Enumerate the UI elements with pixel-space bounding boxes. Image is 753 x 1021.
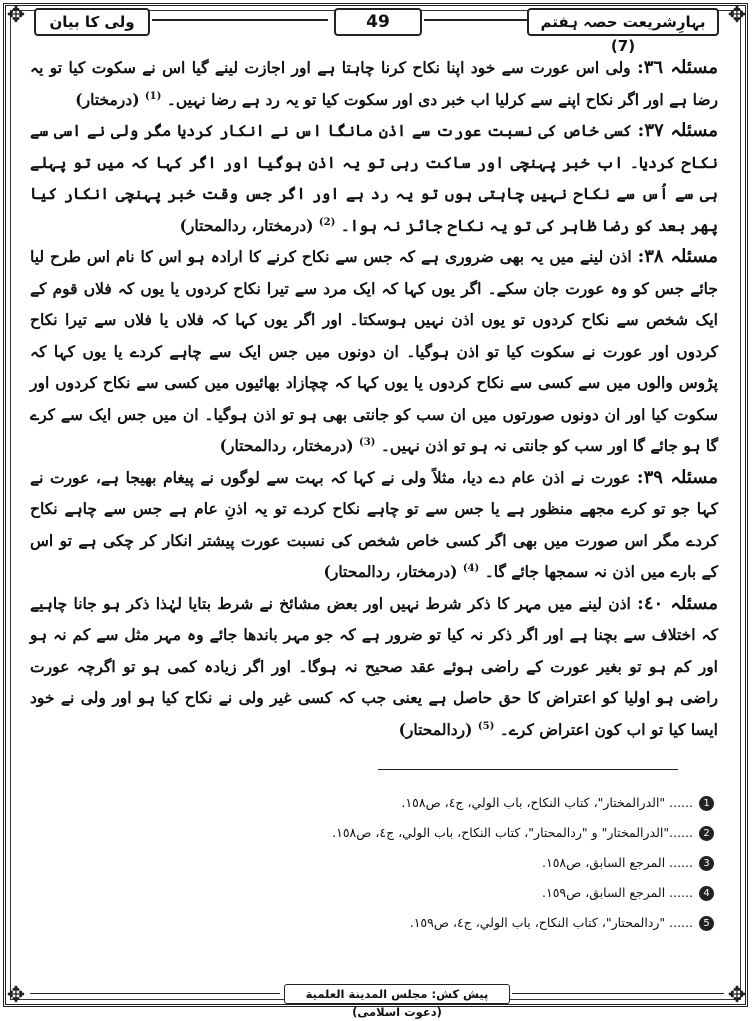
masala-body: کسی خاص کی نسبت عورت سے اذن مانگا اس نے انکار کردیا مگر ولی نے اسی سے نکاح کردیا۔ اب خبر پہنچی اور ساکت رہی تو یہ اذن ہوگیا اور اگر کہا کہ میں تو پہلے ہی سے اُس سے نکاح نہیں چاہتی ہوں تو یہ رد ہے اور اگر جس وقت خبر پہنچی انکار کیا پھر بعد کو رضا ظاہر کی تو یہ نکاح جائز نہ ہوا۔: [30, 121, 718, 235]
footnote-item: [40, 908, 714, 938]
page-header: [22, 5, 731, 55]
footnote-text: ...... المرجع السابق، ص١٥٨.: [542, 855, 693, 870]
publisher-name: مجلس المدينة العلمية: [305, 987, 428, 1001]
footnote-number[interactable]: 1: [699, 796, 714, 811]
masala-heading: مسئلہ ٣٨:: [637, 246, 718, 267]
masala-body: اذن لینے میں مہر کا ذکر شرط نہیں اور بعض مشائخ نے شرط بتایا لہٰذا ذکر ہو جانا چاہیے کہ اختلاف سے بچنا ہے اور اگر ذکر نہ کیا تو ضرور ہے کہ جو مہر باندھا جائے وہ مہر مثل سے کم نہ ہو اور کم ہو تو بغیر عورت کے راضی ہوئے عقد صحیح نہ ہوگا۔ اور اگر زیادہ کمی ہو تو اگرچہ عورت راضی ہو اولیا کو اعتراض کا حق حاصل ہے یعنی جب کہ کسی غیر ولی نے نکاح کیا ہو اور ولی نے خود ایسا کیا تو اب کون اعتراض کرے۔: [30, 593, 718, 739]
footnote-text: ......"الدرالمختار" و "ردالمحتار"، كتاب النكاح، باب الولي، ج٤، ص١٥٨.: [332, 825, 693, 840]
footnote-number[interactable]: 4: [699, 886, 714, 901]
chapter-title: ولی کا بیان: [34, 8, 150, 36]
masala-heading: مسئلہ ٣٦:: [637, 57, 718, 78]
masala-36: [30, 52, 718, 115]
masala-39: [30, 462, 718, 588]
footnote-number[interactable]: 2: [699, 826, 714, 841]
footnote-item: [40, 818, 714, 848]
footnote-number[interactable]: 3: [699, 856, 714, 871]
page-number: 49: [334, 8, 422, 36]
corner-ornament-bottom-left: ✥: [6, 983, 26, 1008]
footnote-marker[interactable]: (3): [358, 436, 376, 448]
footnote-marker[interactable]: (2): [318, 216, 336, 228]
masala-heading: مسئلہ ٣٩:: [636, 466, 718, 488]
source-reference: (درمختار، ردالمحتار): [219, 436, 354, 455]
header-rule-left: [152, 19, 328, 21]
footnote-number[interactable]: 5: [699, 916, 714, 931]
footnote-text: ...... المرجع السابق، ص١٥٩.: [542, 885, 693, 900]
footnotes: [40, 788, 714, 938]
source-reference: (ردالمحتار): [398, 719, 473, 739]
publisher-sub: (دعوت اسلامی): [352, 1005, 442, 1019]
footnote-divider: [378, 769, 678, 770]
footnote-item: [40, 848, 714, 878]
footer-label: پیش کش:: [431, 987, 489, 1001]
masala-37: [30, 115, 718, 241]
masala-heading: مسئلہ ٤٠:: [637, 592, 719, 614]
footnote-marker[interactable]: (4): [462, 562, 480, 574]
masala-40: [30, 588, 718, 746]
masala-body: ولی اس عورت سے خود اپنا نکاح کرنا چاہتا ہے اور اجازت لینے گیا اس نے سکوت کیا تو یہ رضا ہے اور اگر نکاح اپنے سے کرلیا اب خبر دی اور سکوت کیا تو یہ رد ہے رضا نہیں۔: [30, 58, 718, 109]
source-reference: (درمختار، ردالمحتار): [179, 215, 314, 235]
masala-38: [30, 241, 718, 462]
footnote-text: ...... "الدرالمختار"، كتاب النكاح، باب الولي، ج٤، ص١٥٨.: [401, 795, 693, 810]
corner-ornament-top-right: ✥: [727, 3, 747, 28]
page-footer: [22, 984, 731, 1019]
masala-body: اذن لینے میں یہ بھی ضروری ہے کہ جس سے نکاح کرنے کا ارادہ ہو اس کا نام اس طرح لیا جائے جس کو وہ عورت جان سکے۔ اگر یوں کہا کہ ایک مرد سے تیرا نکاح کردوں یا یوں کہ فلاں قوم کے ایک شخص سے نکاح کردوں تو یوں اذن نہیں ہوسکتا۔ اور اگر یوں کہا کہ فلاں یا فلاں سے تیرا نکاح کردوں اور عورت نے سکوت کیا تو اذن ہوگیا۔ ان دونوں میں جس ایک سے چاہے کردے یا یوں کہا کہ پڑوس والوں میں سے کسی سے نکاح کردوں یا یوں کہا کہ چچازاد بھائیوں میں کسی سے نکاح کردوں اور سکوت کیا اور ان دونوں صورتوں میں ان سب کو جانتی بھی ہو تو اذن ہوگیا۔ ان میں جس ایک سے کرے گا ہو جائے گا اور سب کو جانتی نہ ہو تو اذن نہیں۔: [30, 247, 718, 455]
footnote-item: [40, 878, 714, 908]
footnote-item: [40, 788, 714, 818]
main-text: [30, 52, 718, 745]
source-reference: (درمختار): [75, 89, 140, 109]
corner-ornament-bottom-right: ✥: [727, 983, 747, 1008]
footer-rule-left: [30, 993, 280, 994]
masala-heading: مسئلہ ٣٧:: [637, 120, 718, 141]
masala-body: عورت نے اذن عام دے دیا، مثلاً ولی نے کہا کہ بہت سے لوگوں نے پیغام بھیجا ہے، عورت نے کہا جو تو کرے مجھے منظور ہے یا جس سے تو چاہے نکاح کردے تو یہ اذنِ عام ہے جس سے چاہے نکاح کردے مگر اس صورت میں بھی اگر کسی خاص شخص کی نسبت عورت پیشتر انکار کر چکی ہے تو اس کے بارے میں اذن نہ سمجھا جائے گا۔: [30, 467, 718, 581]
footnote-marker[interactable]: (5): [477, 720, 495, 732]
header-rule-right: [424, 19, 532, 21]
source-reference: (درمختار، ردالمحتار): [323, 562, 458, 581]
book-title: بہارِشریعت حصہ ہفتم (7): [527, 8, 719, 36]
footer-rule-right: [512, 993, 724, 994]
corner-ornament-top-left: ✥: [6, 3, 26, 28]
footnote-marker[interactable]: (1): [144, 90, 162, 102]
publisher-box: [284, 984, 510, 1019]
footnote-text: ...... "ردالمحتار"، كتاب النكاح، باب الولي، ج٤، ص١٥٩.: [409, 915, 693, 930]
